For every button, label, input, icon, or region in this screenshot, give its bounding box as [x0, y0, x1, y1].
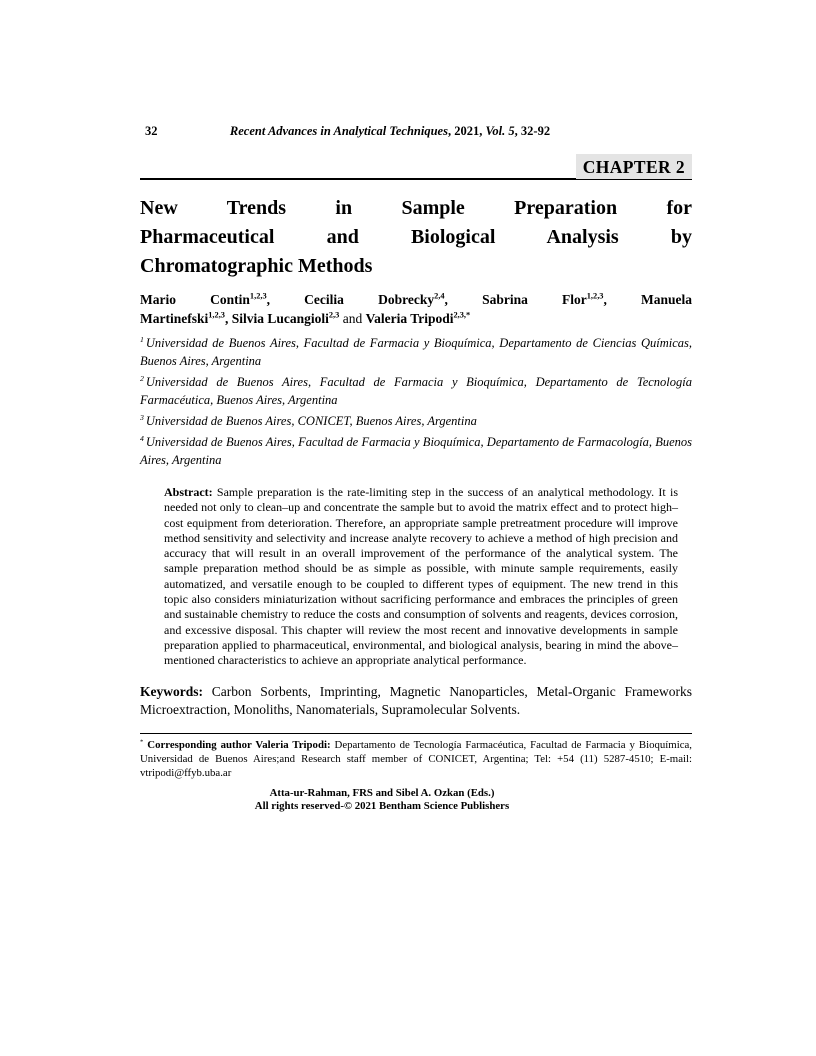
abstract-label: Abstract: — [164, 485, 213, 499]
journal-pages: , 32-92 — [514, 124, 551, 138]
affiliation-text: Universidad de Buenos Aires, CONICET, Buenos Aires, Argentina — [145, 414, 477, 428]
affiliation-text: Universidad de Buenos Aires, Facultad de Farmacia y Bioquímica, Departamento de Ciencias Químicas, Buenos Aires, Argentina — [140, 336, 692, 368]
journal-volume: Vol. 5 — [485, 124, 515, 138]
footnote-label: Corresponding author Valeria Tripodi: — [143, 738, 331, 751]
abstract-text: Sample preparation is the rate-limiting step in the success of an analytical methodology. It is needed not only to clean–up and concentrate the sample but to avoid the matrix effect and to protect high–cost equipment from deterioration. Therefore, an appropriate sample pretreatment procedure will improve method sensitivity and selectivity and increase analyte recovery to achieve a method of high precision and accuracy that will result in an overall improvement of the performance of the analytical system. The sample preparation method should be as simple as possible, with minute sample requirements, easily automatized, and versatile enough to be coupled to different types of equipment. The new trend in this topic also considers miniaturization without sacrificing performance and embraces the principles of green and sustainable chemistry to reduce the costs and consumption of solvents and reagents, devices corrosion, and excessive disposal. This chapter will review the most recent and innovative developments in sample preparation applied to pharmaceutical, environmental, and biological analysis, bearing in mind the above–mentioned characteristics to achieve an appropriate analytical performance. — [164, 485, 678, 668]
author-name: , Cecilia Dobrecky — [266, 292, 435, 307]
editors-line: Atta-ur-Rahman, FRS and Sibel A. Ozkan (Eds.) — [269, 786, 495, 799]
running-header — [140, 124, 692, 138]
journal-name: Recent Advances in Analytical Techniques — [229, 124, 448, 138]
keywords — [140, 683, 692, 719]
authors-and: and — [339, 311, 366, 326]
footnote-marker: * — [140, 737, 144, 745]
chapter-badge: CHAPTER 2 — [576, 154, 692, 179]
author-affiliation-marks: 2,4 — [434, 291, 445, 301]
author-affiliation-marks: 2,3,* — [453, 310, 471, 320]
affiliation-4 — [140, 433, 692, 469]
authors-block — [140, 290, 692, 328]
author-name: , Sabrina Flor — [444, 292, 587, 307]
author-affiliation-marks: 1,2,3 — [586, 291, 604, 301]
affiliation-2 — [140, 373, 692, 409]
author-name: Mario Contin — [140, 292, 250, 307]
author-affiliation-marks: 2,3 — [328, 310, 340, 320]
chapter-rule — [140, 154, 692, 180]
authors-line1 — [140, 290, 692, 309]
author-name: , Silvia Lucangioli — [224, 311, 329, 326]
chapter-title-line2: Pharmaceutical and Biological Analysis by — [140, 226, 692, 248]
publisher-footer — [140, 787, 692, 814]
author-affiliation-marks: 1,2,3 — [249, 291, 267, 301]
author-name: Martinefski — [140, 311, 209, 326]
abstract — [164, 485, 678, 669]
chapter-title — [140, 194, 692, 281]
chapter-title-line1: New Trends in Sample Preparation for — [140, 197, 692, 219]
chapter-title-line3: Chromatographic Methods — [140, 255, 373, 277]
journal-year: , 2021, — [447, 124, 486, 138]
affiliation-text: Universidad de Buenos Aires, Facultad de Farmacia y Bioquímica, Departamento de Farmacología, Buenos Aires, Argentina — [140, 435, 692, 467]
affiliation-marker: 2 — [140, 373, 144, 383]
running-title — [140, 124, 692, 138]
affiliation-1 — [140, 334, 692, 370]
author-affiliation-marks: 1,2,3 — [208, 310, 225, 320]
page-number: 32 — [145, 124, 158, 138]
affiliation-marker: 1 — [140, 334, 144, 344]
author-name: Valeria Tripodi — [365, 311, 454, 326]
copyright-line: All rights reserved-© 2021 Bentham Science Publishers — [254, 800, 510, 813]
affiliations-block — [140, 334, 692, 469]
affiliation-marker: 4 — [140, 433, 144, 443]
affiliation-text: Universidad de Buenos Aires, Facultad de Farmacia y Bioquímica, Departamento de Tecnología Farmacéutica, Buenos Aires, Argentina — [140, 375, 692, 407]
affiliation-3 — [140, 412, 692, 430]
author-name: , Manuela — [603, 292, 693, 307]
corresponding-author-footnote — [140, 734, 692, 780]
authors-line2 — [140, 309, 692, 328]
footnote-text: Departamento de Tecnología Farmacéutica, Facultad de Farmacia y Bioquímica, Universidad de Buenos Aires;and Research staff member of CONICET, Argentina; Tel: +54 (11) 5287-4510; E-mail: vtripodi@ffyb.uba.ar — [140, 738, 692, 779]
keywords-text: Carbon Sorbents, Imprinting, Magnetic Nanoparticles, Metal-Organic Frameworks Microextraction, Monoliths, Nanomaterials, Supramolecular Solvents. — [140, 683, 692, 717]
keywords-label: Keywords: — [140, 683, 203, 699]
affiliation-marker: 3 — [140, 412, 144, 422]
